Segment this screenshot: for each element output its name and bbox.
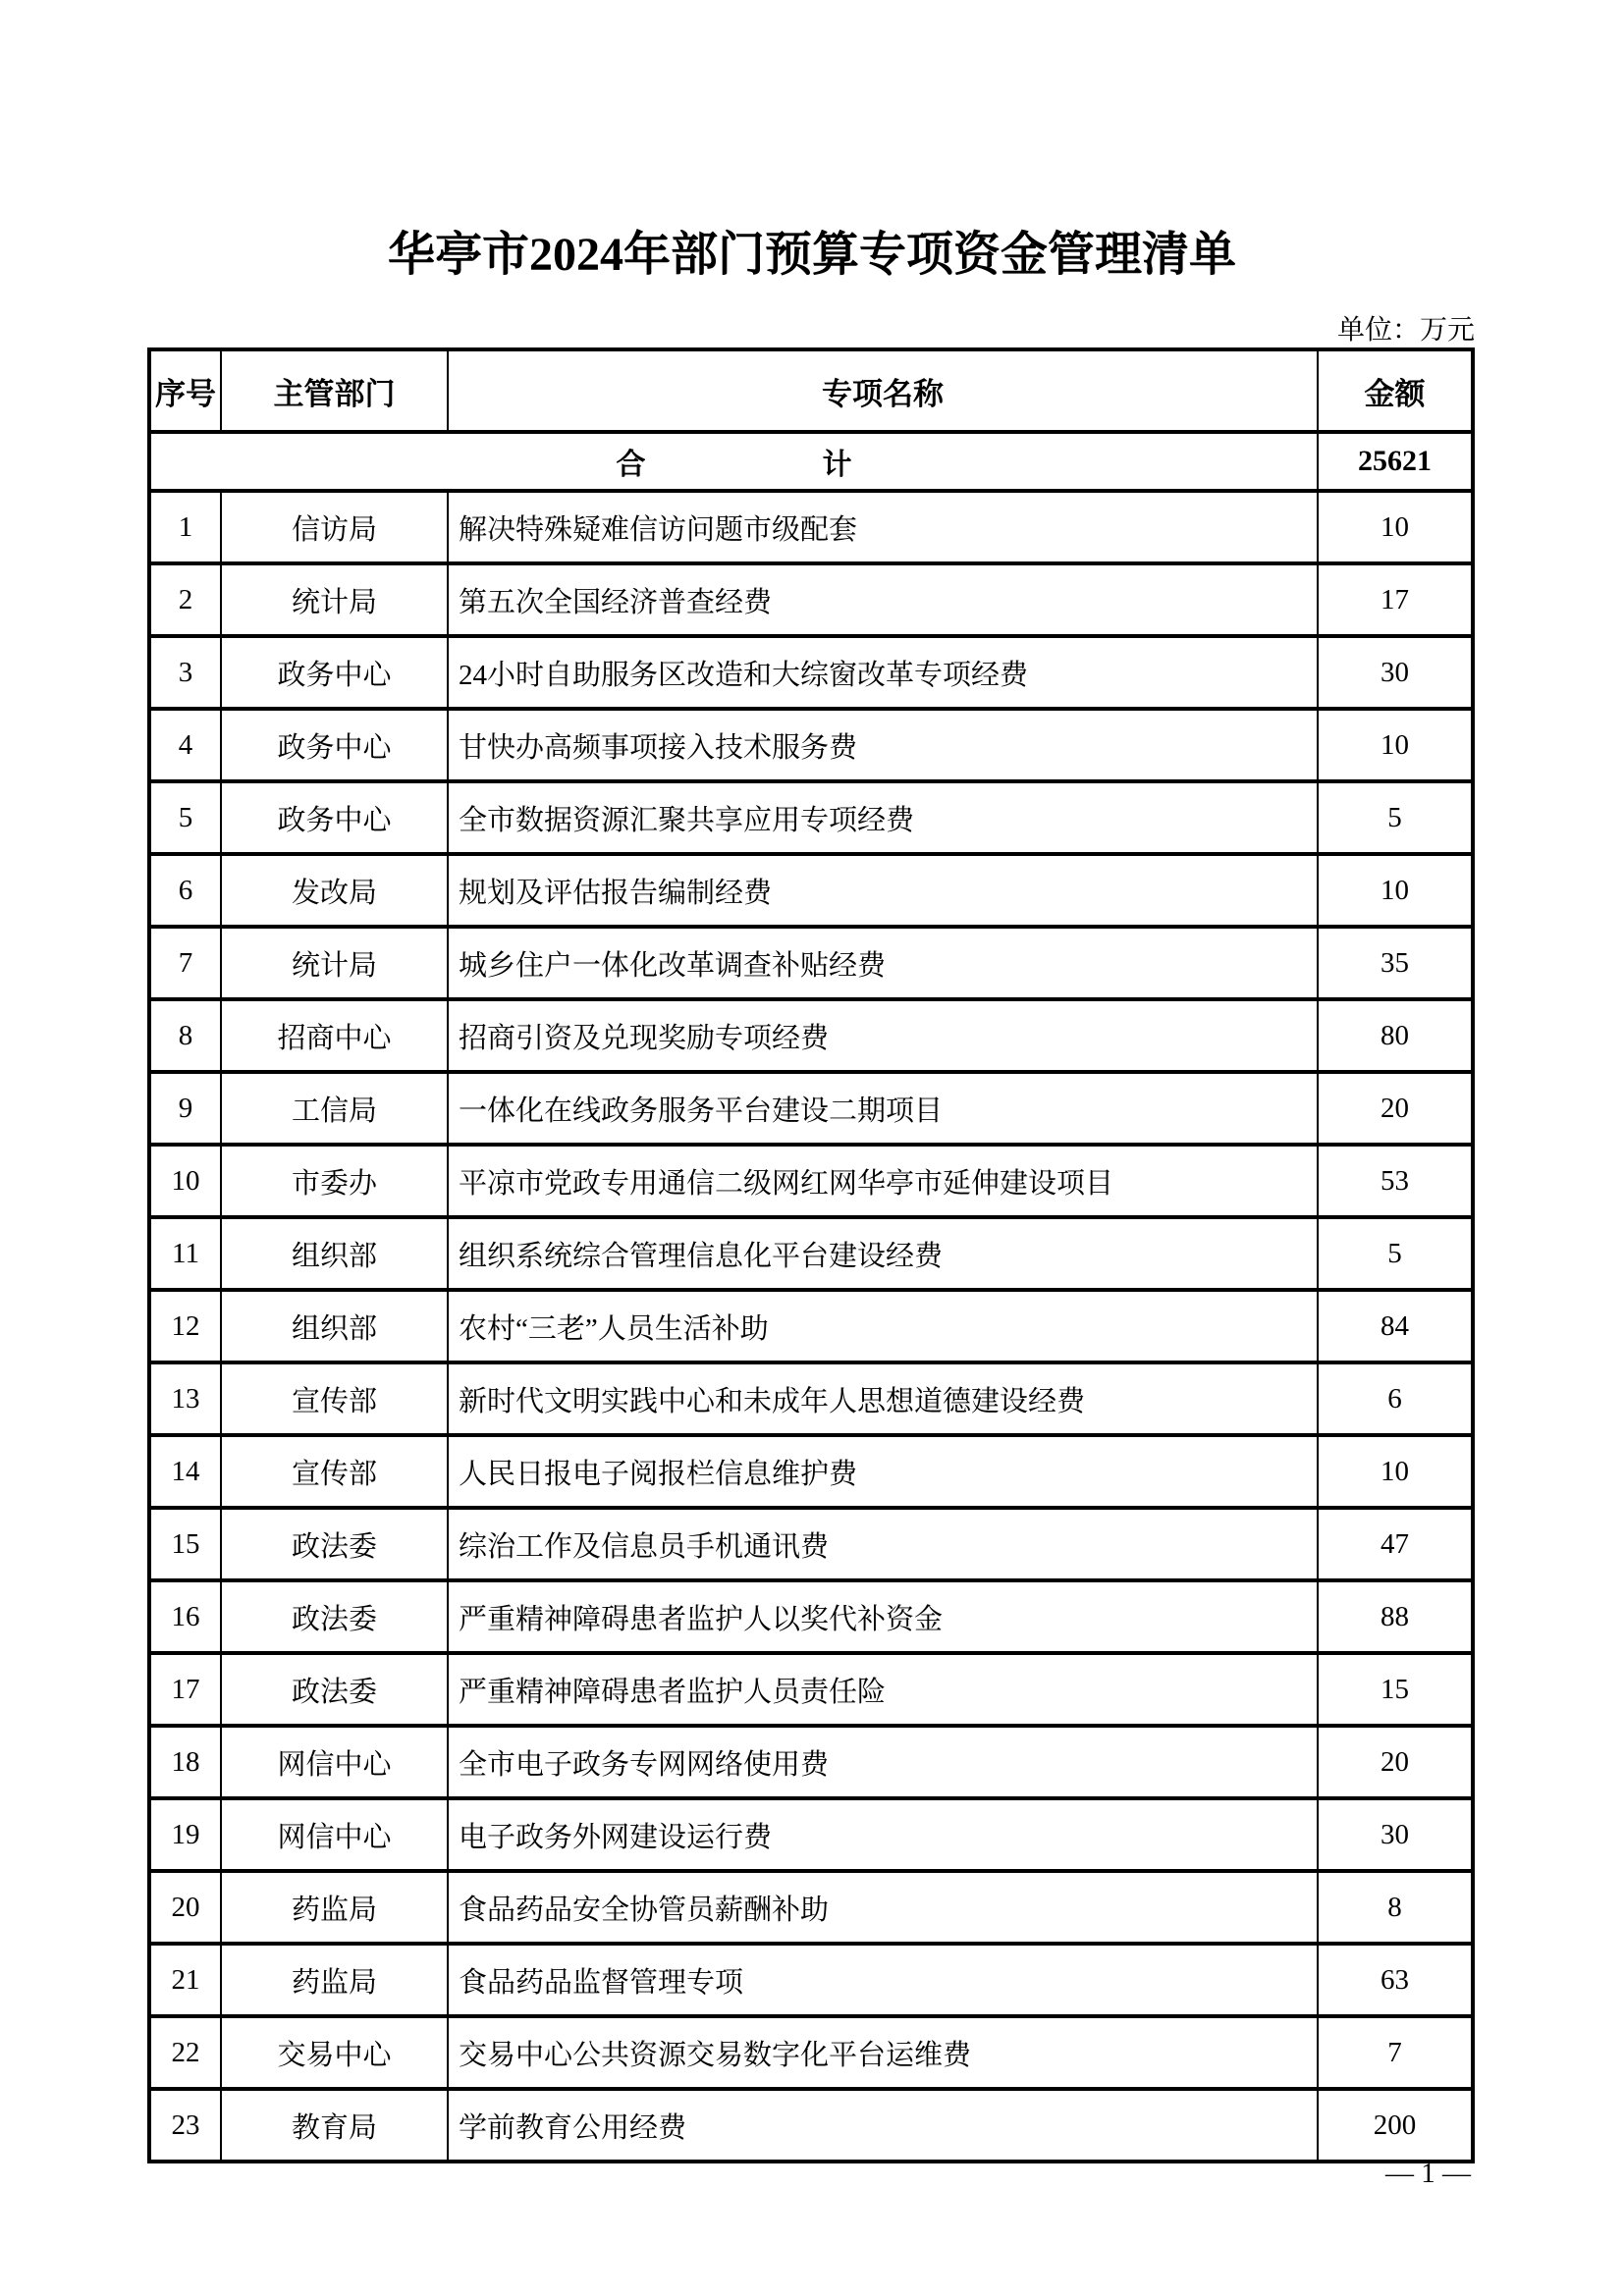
row-project-name: 平凉市党政专用通信二级网红网华亭市延伸建设项目: [447, 1147, 1317, 1215]
table-row: [151, 852, 1471, 925]
row-serial-number: 8: [178, 1019, 193, 1051]
header-project-name: 专项名称: [447, 351, 1317, 430]
row-project-name: 一体化在线政务服务平台建设二期项目: [447, 1074, 1317, 1143]
row-amount: 84: [1317, 1292, 1471, 1361]
row-project-name: 全市数据资源汇聚共享应用专项经费: [447, 783, 1317, 852]
table-row: [151, 1796, 1471, 1869]
row-department: 工信局: [220, 1074, 447, 1143]
row-serial-number: 9: [178, 1092, 193, 1124]
row-amount: 53: [1317, 1147, 1471, 1215]
row-department: 教育局: [220, 2091, 447, 2160]
row-project-name: 新时代文明实践中心和未成年人思想道德建设经费: [447, 1364, 1317, 1433]
row-department: 政法委: [220, 1510, 447, 1578]
row-department: 信访局: [220, 493, 447, 561]
row-amount: 5: [1317, 1219, 1471, 1288]
row-amount: 15: [1317, 1655, 1471, 1724]
table-body: [151, 489, 1471, 2160]
row-project-name: 交易中心公共资源交易数字化平台运维费: [447, 2018, 1317, 2087]
row-department: 政务中心: [220, 638, 447, 707]
table-row: [151, 1215, 1471, 1288]
row-serial-number: 5: [178, 801, 193, 833]
row-department: 政务中心: [220, 711, 447, 779]
page-number: — 1 —: [1385, 2158, 1471, 2189]
row-amount: 10: [1317, 856, 1471, 925]
row-department: 市委办: [220, 1147, 447, 1215]
row-project-name: 组织系统综合管理信息化平台建设经费: [447, 1219, 1317, 1288]
row-department: 发改局: [220, 856, 447, 925]
row-serial-number: 1: [178, 510, 193, 543]
total-label: 合 计: [616, 449, 852, 481]
row-serial-number: 19: [171, 1818, 200, 1850]
row-project-name: 甘快办高频事项接入技术服务费: [447, 711, 1317, 779]
row-amount: 8: [1317, 1873, 1471, 1942]
row-amount: 5: [1317, 783, 1471, 852]
row-amount: 63: [1317, 1946, 1471, 2014]
row-project-name: 招商引资及兑现奖励专项经费: [447, 1001, 1317, 1070]
row-amount: 20: [1317, 1728, 1471, 1796]
row-amount: 7: [1317, 2018, 1471, 2087]
table-row: [151, 1578, 1471, 1651]
table-header-row: [151, 351, 1471, 430]
table-row: [151, 1651, 1471, 1724]
row-amount: 10: [1317, 711, 1471, 779]
table-row: [151, 489, 1471, 561]
row-department: 政法委: [220, 1582, 447, 1651]
row-department: 组织部: [220, 1219, 447, 1288]
row-serial-number: 6: [178, 874, 193, 906]
total-row: [151, 430, 1471, 489]
header-amount: 金额: [1317, 351, 1471, 430]
row-amount: 10: [1317, 1437, 1471, 1506]
row-serial-number: 14: [171, 1455, 200, 1487]
row-serial-number: 4: [178, 728, 193, 761]
row-serial-number: 20: [171, 1891, 200, 1923]
row-amount: 35: [1317, 929, 1471, 997]
row-department: 网信中心: [220, 1728, 447, 1796]
row-amount: 6: [1317, 1364, 1471, 1433]
table-row: [151, 2087, 1471, 2160]
row-serial-number: 2: [178, 583, 193, 615]
table-row: [151, 925, 1471, 997]
row-project-name: 24小时自助服务区改造和大综窗改革专项经费: [447, 638, 1317, 707]
table-row: [151, 1361, 1471, 1433]
row-amount: 30: [1317, 1800, 1471, 1869]
row-project-name: 解决特殊疑难信访问题市级配套: [447, 493, 1317, 561]
row-project-name: 严重精神障碍患者监护人员责任险: [447, 1655, 1317, 1724]
row-serial-number: 10: [171, 1164, 200, 1197]
row-department: 药监局: [220, 1873, 447, 1942]
header-serial-number: 序号: [155, 376, 216, 411]
row-amount: 80: [1317, 1001, 1471, 1070]
row-serial-number: 11: [172, 1237, 199, 1269]
row-project-name: 食品药品监督管理专项: [447, 1946, 1317, 2014]
row-amount: 88: [1317, 1582, 1471, 1651]
row-amount: 30: [1317, 638, 1471, 707]
budget-table: [147, 347, 1475, 2163]
row-serial-number: 13: [171, 1382, 200, 1415]
table-row: [151, 1869, 1471, 1942]
table-row: [151, 1433, 1471, 1506]
row-department: 宣传部: [220, 1437, 447, 1506]
row-amount: 47: [1317, 1510, 1471, 1578]
row-project-name: 全市电子政务专网网络使用费: [447, 1728, 1317, 1796]
table-row: [151, 779, 1471, 852]
row-department: 统计局: [220, 929, 447, 997]
table-row: [151, 1288, 1471, 1361]
table-row: [151, 707, 1471, 779]
header-department: 主管部门: [220, 351, 447, 430]
row-serial-number: 22: [171, 2036, 200, 2068]
total-amount: 25621: [1317, 434, 1471, 489]
table-row: [151, 1506, 1471, 1578]
row-project-name: 严重精神障碍患者监护人以奖代补资金: [447, 1582, 1317, 1651]
unit-note: 单位：万元: [1336, 315, 1475, 346]
table-row: [151, 1724, 1471, 1796]
row-department: 政法委: [220, 1655, 447, 1724]
table-row: [151, 1942, 1471, 2014]
row-serial-number: 16: [171, 1600, 200, 1632]
row-department: 网信中心: [220, 1800, 447, 1869]
row-serial-number: 7: [178, 946, 193, 979]
row-department: 组织部: [220, 1292, 447, 1361]
row-amount: 20: [1317, 1074, 1471, 1143]
row-project-name: 第五次全国经济普查经费: [447, 565, 1317, 634]
table-row: [151, 2014, 1471, 2087]
row-serial-number: 3: [178, 656, 193, 688]
row-amount: 200: [1317, 2091, 1471, 2160]
row-serial-number: 21: [171, 1963, 200, 1996]
row-serial-number: 18: [171, 1745, 200, 1778]
row-department: 政务中心: [220, 783, 447, 852]
row-project-name: 城乡住户一体化改革调查补贴经费: [447, 929, 1317, 997]
row-department: 药监局: [220, 1946, 447, 2014]
table-row: [151, 1143, 1471, 1215]
row-project-name: 电子政务外网建设运行费: [447, 1800, 1317, 1869]
table-row: [151, 997, 1471, 1070]
row-project-name: 食品药品安全协管员薪酬补助: [447, 1873, 1317, 1942]
row-project-name: 人民日报电子阅报栏信息维护费: [447, 1437, 1317, 1506]
row-serial-number: 23: [171, 2109, 200, 2141]
row-department: 宣传部: [220, 1364, 447, 1433]
row-serial-number: 15: [171, 1527, 200, 1560]
row-amount: 10: [1317, 493, 1471, 561]
row-department: 招商中心: [220, 1001, 447, 1070]
page-title: 华亭市2024年部门预算专项资金管理清单: [387, 229, 1236, 281]
row-project-name: 学前教育公用经费: [447, 2091, 1317, 2160]
row-amount: 17: [1317, 565, 1471, 634]
row-serial-number: 17: [171, 1673, 200, 1705]
table-row: [151, 1070, 1471, 1143]
row-department: 统计局: [220, 565, 447, 634]
row-project-name: 农村“三老”人员生活补助: [447, 1292, 1317, 1361]
row-serial-number: 12: [171, 1309, 200, 1342]
table-row: [151, 561, 1471, 634]
row-department: 交易中心: [220, 2018, 447, 2087]
row-project-name: 综治工作及信息员手机通讯费: [447, 1510, 1317, 1578]
table-row: [151, 634, 1471, 707]
row-project-name: 规划及评估报告编制经费: [447, 856, 1317, 925]
